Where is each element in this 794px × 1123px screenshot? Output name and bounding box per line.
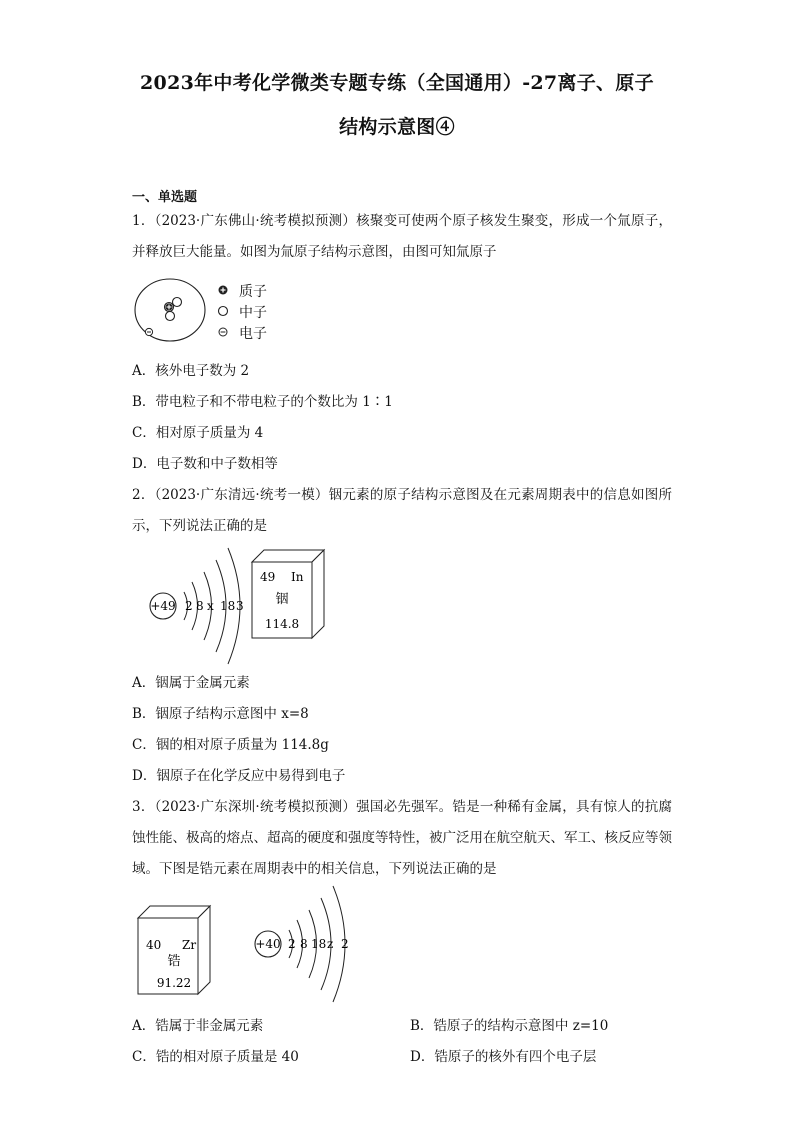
legend-proton: 质子 — [239, 284, 267, 300]
shell-2-count: 8 — [300, 937, 308, 951]
element-symbol: In — [291, 570, 304, 584]
section-heading: 一、单选题 — [132, 190, 198, 205]
element-name: 锆 — [167, 954, 181, 969]
q3-option-a[interactable]: A．锆属于非金属元素 — [132, 1018, 264, 1034]
q2-option-a[interactable]: A．铟属于金属元素 — [132, 675, 250, 691]
nucleus-charge: +49 — [150, 599, 176, 613]
atomic-mass: 114.8 — [264, 617, 300, 631]
element-name: 铟 — [275, 592, 289, 607]
tritium-atom-diagram — [132, 276, 212, 346]
atomic-mass: 91.22 — [156, 976, 192, 990]
cube-side — [312, 550, 324, 638]
shell-2-count: 8 — [196, 599, 204, 613]
indium-atom-structure — [140, 542, 250, 670]
zirconium-element-cell — [136, 904, 212, 998]
neutron-legend-icon — [219, 307, 228, 316]
shell-4-count: 18 — [220, 599, 236, 613]
page-title-line1: 2023年中考化学微类专题专练（全国通用）-27离子、原子 — [140, 72, 654, 94]
q3-option-d[interactable]: D．锆原子的核外有四个电子层 — [410, 1049, 597, 1065]
indium-element-cell — [250, 548, 326, 642]
element-symbol: Zr — [182, 938, 197, 952]
q1-option-b[interactable]: B．带电粒子和不带电粒子的个数比为 1∶1 — [132, 394, 393, 410]
q1-option-c[interactable]: C．相对原子质量为 4 — [132, 425, 264, 441]
neutron-particle — [166, 312, 175, 321]
q1-option-d[interactable]: D．电子数和中子数相等 — [132, 456, 278, 472]
q2-option-b[interactable]: B．铟原子结构示意图中 x=8 — [132, 706, 309, 722]
shell-5-count: 2 — [341, 937, 349, 951]
nucleus-charge: +40 — [255, 937, 281, 951]
shell-1-count: 2 — [288, 937, 296, 951]
shell-3-count: x — [207, 599, 214, 613]
atomic-number: 40 — [146, 938, 162, 952]
question-2-text: 2．（2023·广东清远·统考一模）铟元素的原子结构示意图及在元素周期表中的信息如图所示，下列说法正确的是 — [132, 487, 672, 534]
q2-option-c[interactable]: C．铟的相对原子质量为 114.8g — [132, 737, 329, 753]
q2-option-d[interactable]: D．铟原子在化学反应中易得到电子 — [132, 768, 346, 784]
shell-3-count: 18 — [311, 937, 327, 951]
legend-symbols — [216, 282, 230, 342]
legend-electron: 电子 — [239, 326, 267, 342]
page-title-line2: 结构示意图④ — [339, 116, 455, 138]
legend-neutron: 中子 — [239, 305, 267, 321]
shell-5-count: 3 — [236, 599, 244, 613]
question-3-text: 3．（2023·广东深圳·统考模拟预测）强国必先强军。锆是一种稀有金属，具有惊人的抗腐蚀性能、极高的熔点、超高的硬度和强度等特性，被广泛用在航空航天、军工、核反应等领域。下图是锆元素在周期表中的相关信息，下列说法正确的是 — [132, 799, 672, 877]
question-1-text: 1．（2023·广东佛山·统考模拟预测）核聚变可使两个原子核发生聚变，形成一个氚原子，并释放巨大能量。如图为氚原子结构示意图，由图可知氚原子 — [132, 213, 672, 260]
zirconium-atom-structure — [252, 880, 362, 1008]
q3-option-b[interactable]: B．锆原子的结构示意图中 z=10 — [410, 1018, 609, 1034]
shell-4-count: z — [327, 937, 334, 951]
cube-side — [198, 906, 210, 994]
neutron-particle — [173, 298, 182, 307]
q3-option-c[interactable]: C．锆的相对原子质量是 40 — [132, 1049, 299, 1065]
shell-1-count: 2 — [185, 599, 193, 613]
atomic-number: 49 — [260, 570, 276, 584]
q1-option-a[interactable]: A．核外电子数为 2 — [132, 363, 250, 379]
